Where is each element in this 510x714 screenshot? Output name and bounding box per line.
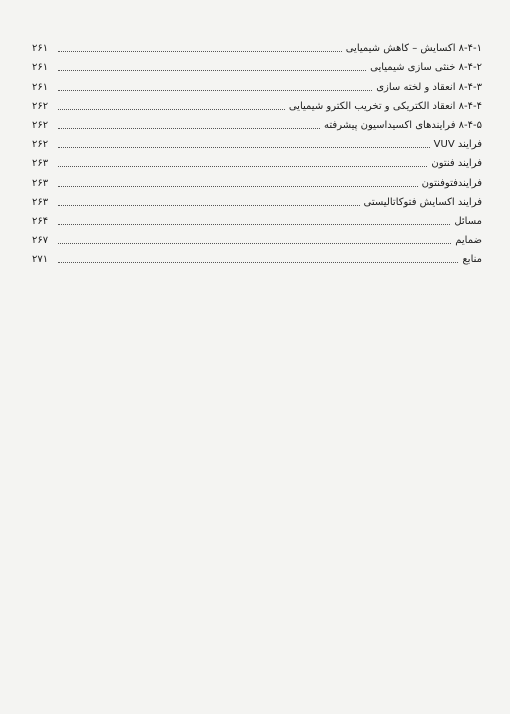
toc-entry <box>32 170 482 189</box>
toc-entry-title: منابع <box>462 254 482 266</box>
toc-entry <box>32 190 482 209</box>
dot-leader <box>58 147 430 148</box>
toc-entry-page: ۲۶۳ <box>32 177 49 189</box>
dot-leader <box>58 70 366 71</box>
toc-entry <box>32 209 482 228</box>
toc-entry <box>32 247 482 266</box>
toc-entry-page: ۲۶۳ <box>32 196 49 208</box>
toc-entry-page: ۲۶۳ <box>32 158 49 170</box>
toc-entry <box>32 132 482 151</box>
dot-leader <box>58 109 285 110</box>
toc-entry-page: ۲۶۱ <box>32 62 49 74</box>
toc-entry-title: ضمایم <box>455 235 482 247</box>
dot-leader <box>58 224 450 225</box>
toc-entry <box>32 151 482 170</box>
dot-leader <box>58 243 451 244</box>
toc-entry <box>32 113 482 132</box>
toc-entry-title: ۸-۴-۳ انعقاد و لخته سازی <box>376 81 482 93</box>
dot-leader <box>58 186 418 187</box>
toc-entry-page: ۲۶۲ <box>32 139 49 151</box>
toc-entry-title: فرایند فنتون <box>431 158 482 170</box>
dot-leader <box>58 205 360 206</box>
toc-entry-page: ۲۶۱ <box>32 43 49 55</box>
toc-entry-page: ۲۶۴ <box>32 215 49 227</box>
dot-leader <box>58 90 372 91</box>
table-of-contents <box>32 36 482 266</box>
toc-entry-title: ۸-۴-۲ خنثی سازی شیمیایی <box>370 62 482 74</box>
toc-entry-title: ۸-۴-۱ اکسایش – کاهش شیمیایی <box>345 43 482 55</box>
toc-entry-page: ۲۶۲ <box>32 119 49 131</box>
dot-leader <box>58 128 320 129</box>
toc-entry <box>32 94 482 113</box>
toc-entry-title: فرایندفتوفنتون <box>421 177 482 189</box>
toc-entry-title: مسائل <box>454 215 482 227</box>
toc-entry-page: ۲۶۱ <box>32 81 49 93</box>
toc-entry-title: فرایند اکسایش فتوکاتالیستی <box>363 196 482 208</box>
toc-entry-title: فرایند VUV <box>433 139 482 151</box>
toc-entry-title: ۸-۴-۵ فرایندهای اکسیداسیون پیشرفته <box>324 119 482 131</box>
toc-entry-page: ۲۷۱ <box>32 254 49 266</box>
toc-entry-page: ۲۶۲ <box>32 100 49 112</box>
dot-leader <box>58 51 342 52</box>
toc-entry <box>32 228 482 247</box>
toc-entry <box>32 36 482 55</box>
toc-entry-page: ۲۶۷ <box>32 235 49 247</box>
toc-entry <box>32 74 482 93</box>
dot-leader <box>58 166 427 167</box>
toc-entry-title: ۸-۴-۴ انعقاد الکتریکی و تخریب الکترو شیمیایی <box>288 100 482 112</box>
dot-leader <box>58 262 458 263</box>
toc-entry <box>32 55 482 74</box>
